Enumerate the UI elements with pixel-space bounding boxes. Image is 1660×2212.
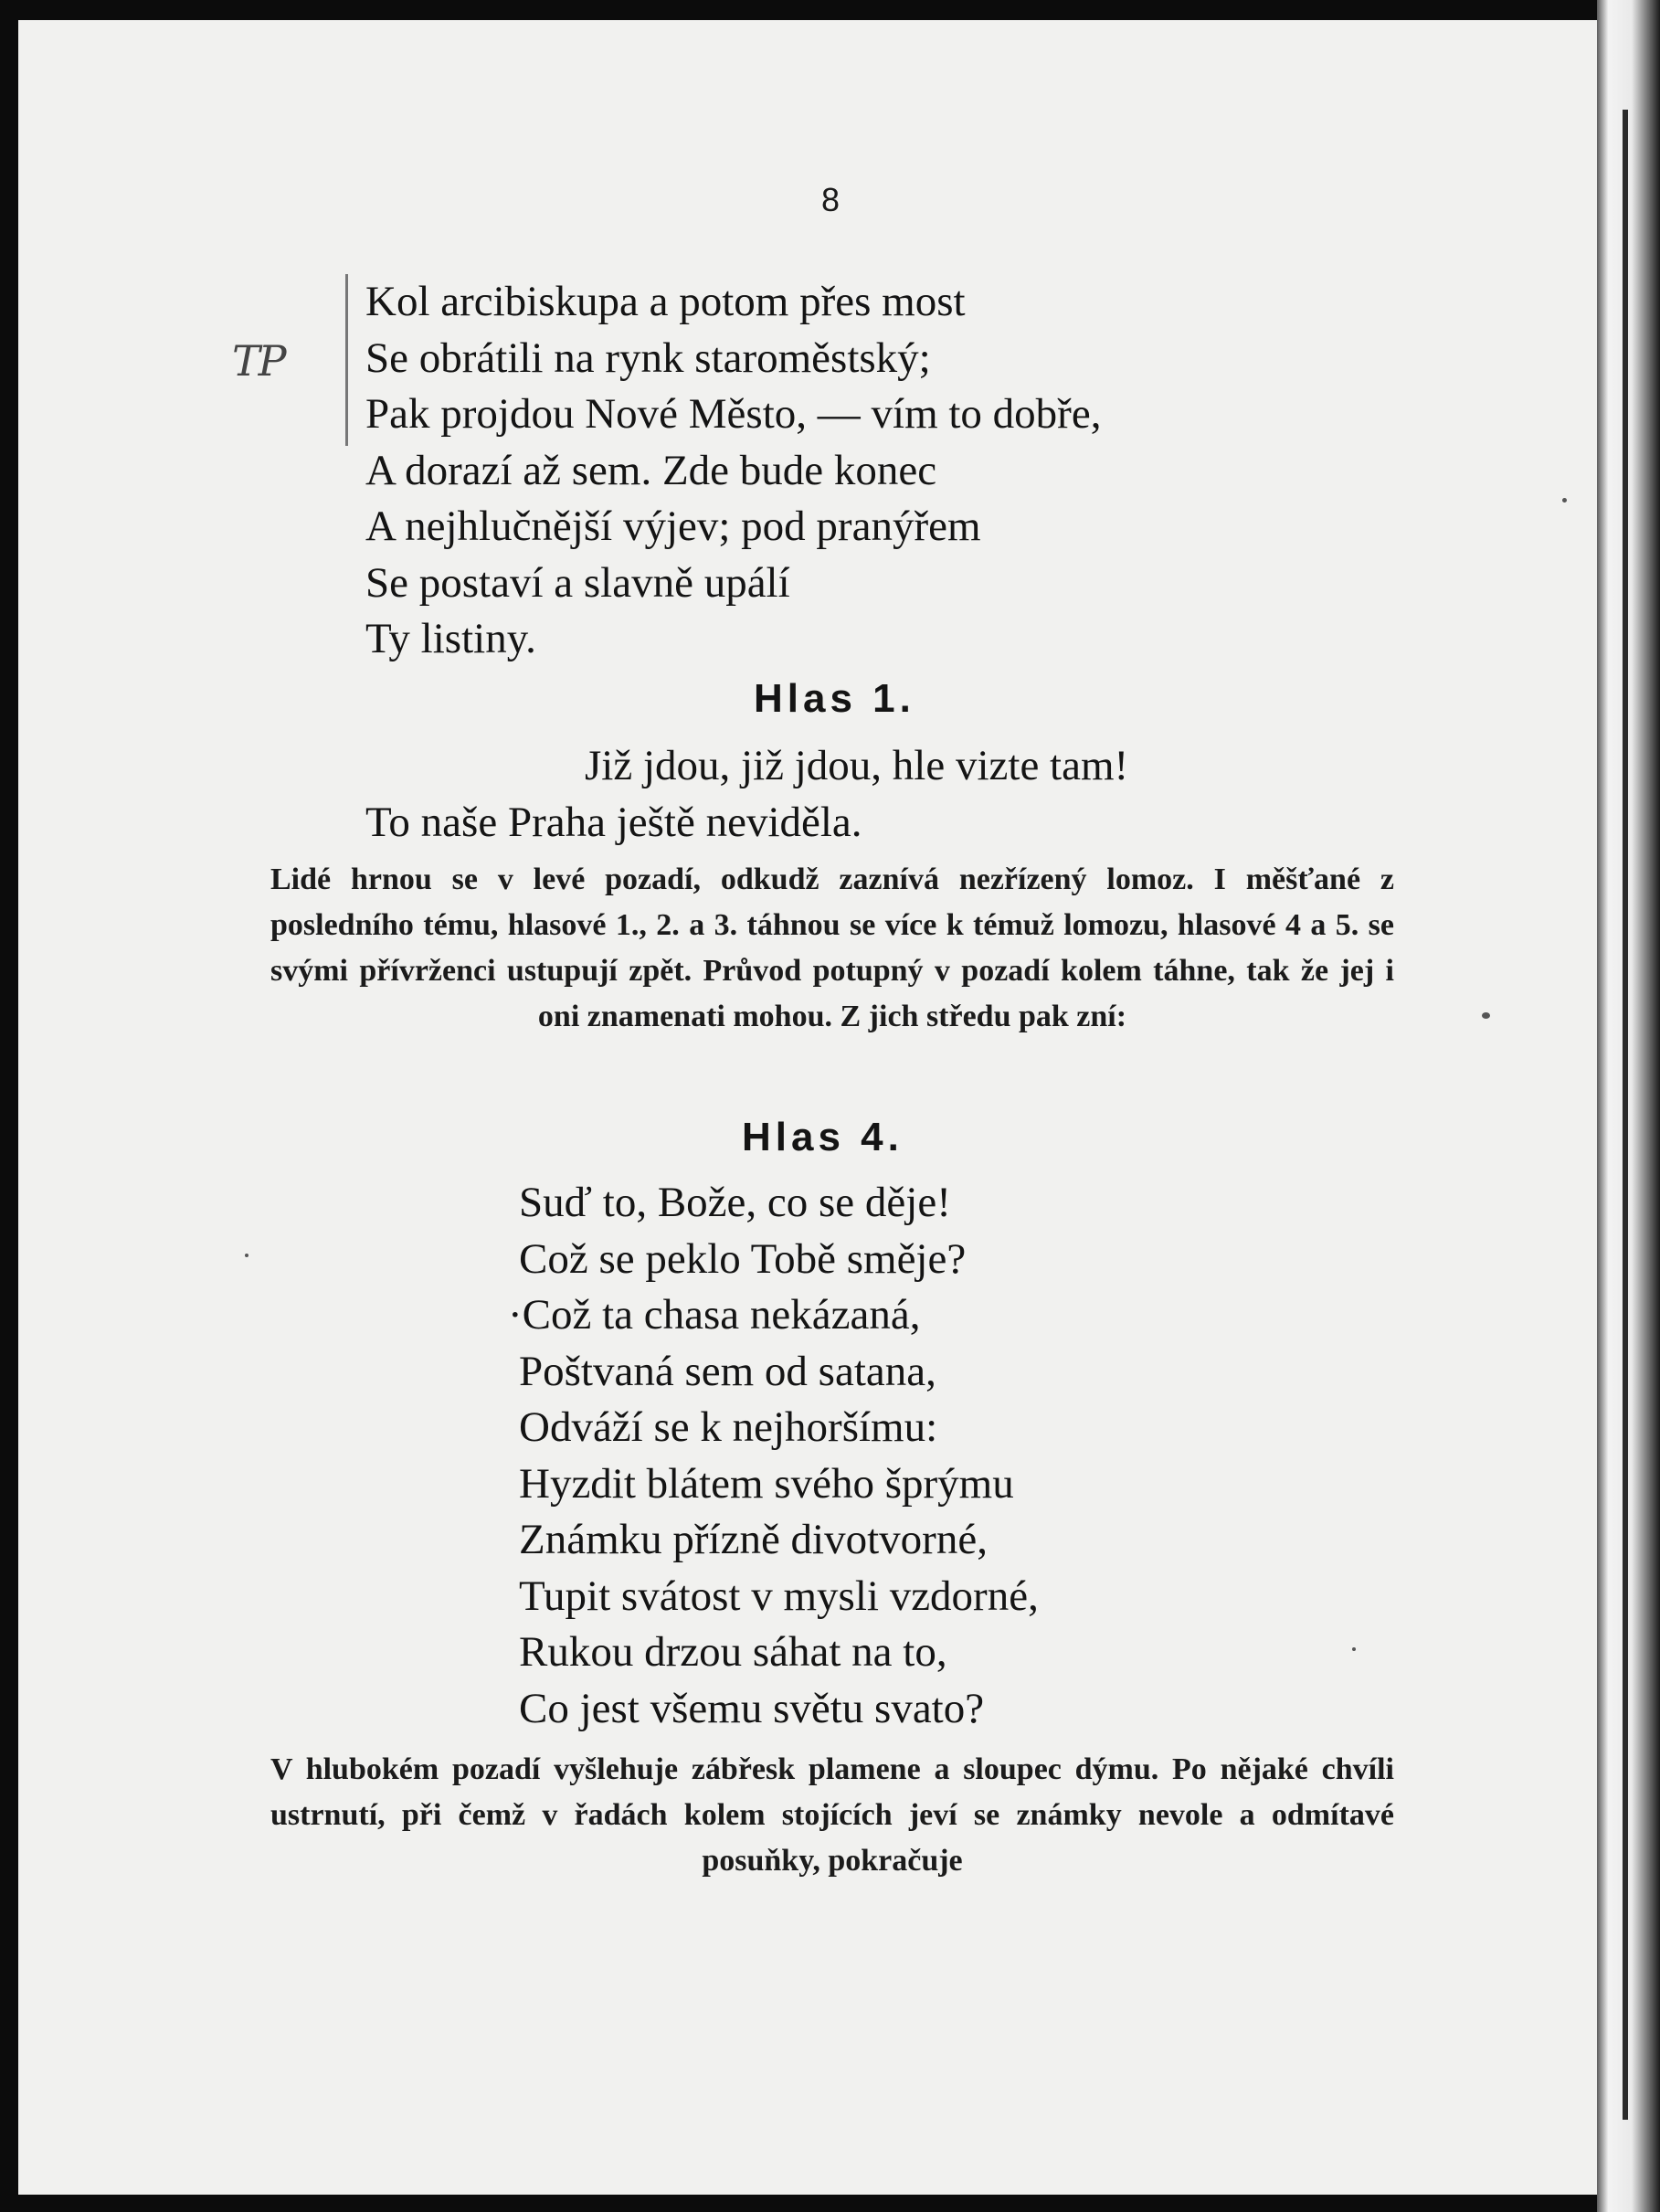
margin-line — [345, 274, 348, 446]
verse-line: Se postaví a slavně upálí — [365, 558, 790, 607]
verse-line: Již jdou, již jdou, hle vizte tam! — [585, 742, 1129, 789]
speaker-heading-4: Hlas 4. — [742, 1115, 904, 1159]
paper-speck — [245, 1254, 248, 1257]
page-binding-edge — [1597, 0, 1660, 2212]
verse-line: Suď to, Bože, co se děje! — [519, 1179, 951, 1226]
page-number: 8 — [820, 181, 841, 218]
paper-speck — [1562, 498, 1567, 503]
verse-line: Ty listiny. — [365, 615, 536, 662]
paper-speck — [1482, 1012, 1490, 1019]
verse-line: A dorazí až sem. Zde bude konec — [365, 446, 937, 494]
verse-line: Kol arcibiskupa a potom přes most — [365, 278, 966, 325]
verse-line: Což se peklo Tobě směje? — [519, 1234, 967, 1283]
verse-line: ·Což ta chasa nekázaná, — [508, 1291, 921, 1339]
verse-block-3 — [508, 1175, 1039, 1737]
verse-line: Hyzdit blátem svého šprýmu — [519, 1459, 1014, 1508]
verse-line: A nejhlučnější výjev; pod pranýřem — [365, 503, 981, 550]
verse-line: Známku přízně divotvorné, — [519, 1516, 988, 1563]
handwritten-margin-note: TP — [232, 336, 285, 386]
verse-block-1 — [365, 274, 1101, 668]
verse-line: Rukou drzou sáhat na to, — [519, 1628, 947, 1676]
speaker-heading-1: Hlas 1. — [754, 676, 915, 721]
paper-speck — [1352, 1647, 1356, 1651]
verse-line: Co jest všemu světu svato? — [519, 1684, 985, 1732]
stage-direction-2: V hlubokém pozadí vyšlehuje zábřesk plamene a sloupec dýmu. Po nějaké chvíli ustrnutí, při čemž v řadách kolem stojících jeví se známky nevole a odmítavé posuňky, pokračuje — [270, 1752, 1394, 1878]
verse-line: Poštvaná sem od satana, — [519, 1347, 936, 1395]
verse-line: Odváží se k nejhoršímu: — [519, 1403, 938, 1451]
verse-block-2 — [365, 738, 1128, 851]
stage-direction-1: Lidé hrnou se v levé pozadí, odkudž zaznívá nezřízený lomoz. I měšťané z posledního tému, hlasové 1., 2. a 3. táhnou se více k témuž lomozu, hlasové 4 a 5. se svými přívrženci ustupují zpět. Průvod potupný v pozadí kolem táhne, tak že jej i oni znamenati mohou. Z jich středu pak zní: — [270, 863, 1394, 1033]
verse-line: Pak projdou Nové Město, — vím to dobře, — [365, 390, 1102, 438]
verse-line: Se obrátili na rynk staroměstský; — [365, 333, 931, 382]
verse-line: Tupit svátost v mysli vzdorné, — [519, 1572, 1039, 1620]
verse-line: To naše Praha ještě neviděla. — [365, 798, 862, 846]
